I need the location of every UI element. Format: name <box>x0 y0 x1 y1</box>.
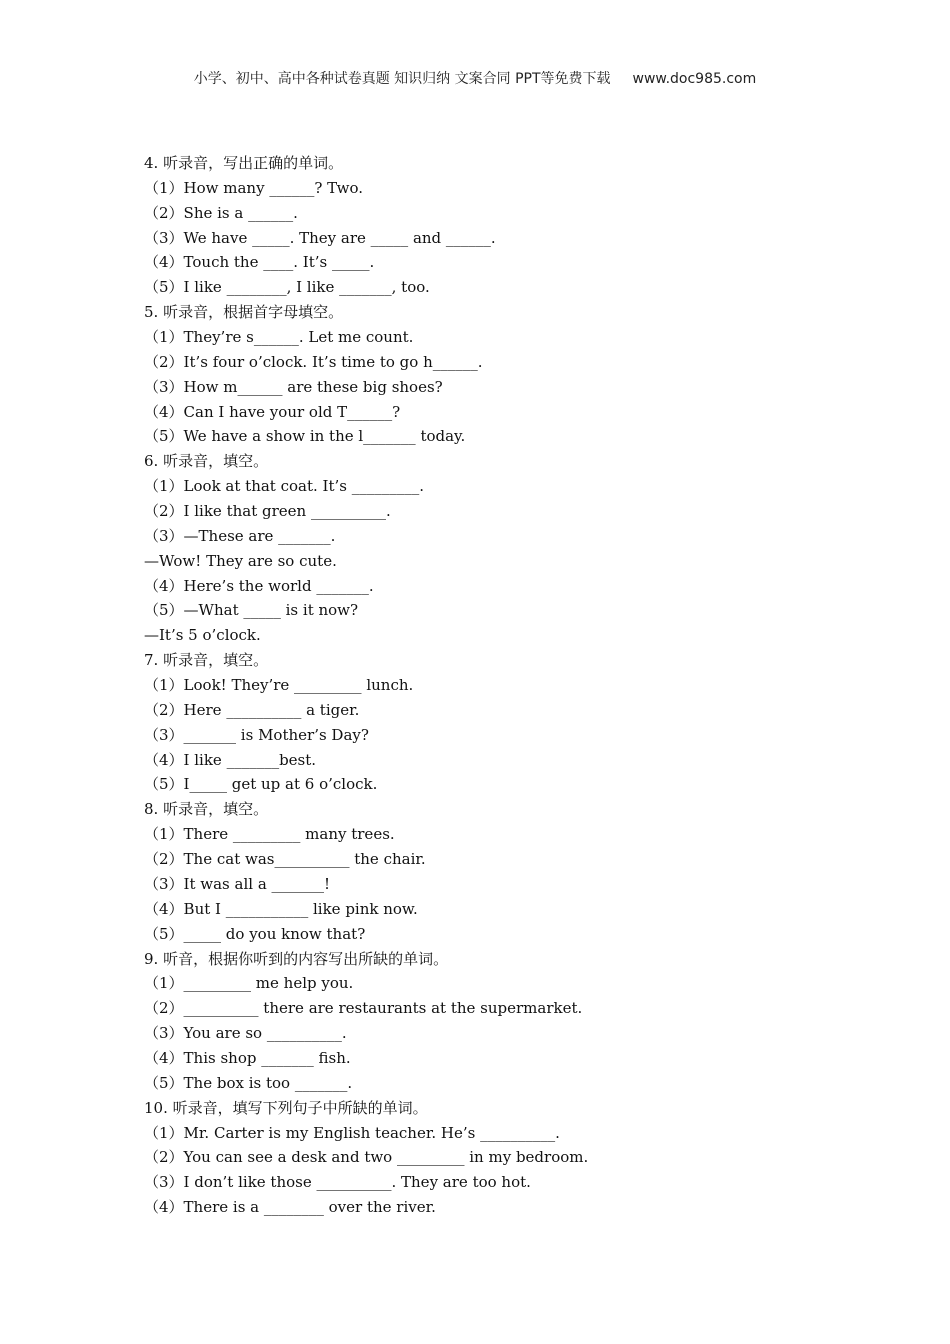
question-item: （5）_____ do you know that? <box>144 924 366 943</box>
page-header <box>0 68 950 88</box>
question-item: （3）I don’t like those __________. They are too hot. <box>144 1173 531 1192</box>
question-item: （5）We have a show in the l_______ today. <box>144 427 466 446</box>
question-item: （4）I like _______best. <box>144 750 317 769</box>
question-heading: 5. 听录音，根据首字母填空。 <box>144 303 344 322</box>
question-item: （2）She is a ______. <box>144 203 298 222</box>
question-item: （1）Mr. Carter is my English teacher. He’s __________. <box>144 1123 560 1142</box>
header-site-url: www.doc985.com <box>632 71 757 87</box>
question-item: （4）Can I have your old T______? <box>144 402 401 421</box>
dialogue-line: —It’s 5 o’clock. <box>144 626 261 645</box>
header-text: 小学、初中、高中各种试卷真题 知识归纳 文案合同 PPT等免费下载 <box>193 71 611 87</box>
question-item: （5）I like ________, I like _______, too. <box>144 278 430 297</box>
question-item: （1）How many ______? Two. <box>144 178 363 197</box>
question-item: （4）This shop _______ fish. <box>144 1048 351 1067</box>
question-item: （2）You can see a desk and two _________ in my bedroom. <box>144 1148 589 1167</box>
question-item: （1）Look at that coat. It’s _________. <box>144 477 424 496</box>
question-item: （3）You are so __________. <box>144 1024 347 1043</box>
question-item: （3）How m______ are these big shoes? <box>144 377 443 396</box>
question-item: （3）_______ is Mother’s Day? <box>144 725 369 744</box>
question-item: （3）We have _____. They are _____ and ______. <box>144 228 496 247</box>
question-heading: 7. 听录音，填空。 <box>144 651 269 670</box>
question-item: （5）The box is too _______. <box>144 1073 353 1092</box>
dialogue-line: —Wow! They are so cute. <box>144 551 337 570</box>
question-heading: 4. 听录音，写出正确的单词。 <box>144 154 344 172</box>
question-heading: 8. 听录音，填空。 <box>144 800 269 819</box>
question-item: （2）The cat was__________ the chair. <box>144 850 426 869</box>
question-heading: 10. 听录音，填写下列句子中所缺的单词。 <box>144 1098 428 1117</box>
question-item: （5）—What _____ is it now? <box>144 601 359 620</box>
question-heading: 9. 听音，根据你听到的内容写出所缺的单词。 <box>144 949 449 968</box>
question-item: （1）_________ me help you. <box>144 974 354 993</box>
question-item: （2）It’s four o’clock. It’s time to go h______. <box>144 352 483 371</box>
question-item: （2）__________ there are restaurants at the supermarket. <box>144 999 583 1018</box>
question-item: （2）Here __________ a tiger. <box>144 700 360 719</box>
question-item: （3）—These are _______. <box>144 526 336 545</box>
question-heading: 6. 听录音，填空。 <box>144 452 269 471</box>
question-item: （4）Here’s the world _______. <box>144 576 374 595</box>
question-item: （1）They’re s______. Let me count. <box>144 328 414 347</box>
worksheet-content <box>144 151 844 1220</box>
question-item: （3）It was all a _______! <box>144 874 331 893</box>
question-item: （4）Touch the ____. It’s _____. <box>144 253 375 272</box>
question-item: （2）I like that green __________. <box>144 502 391 521</box>
question-item: （5）I_____ get up at 6 o’clock. <box>144 775 378 794</box>
question-item: （1）Look! They’re _________ lunch. <box>144 676 414 695</box>
question-item: （1）There _________ many trees. <box>144 825 395 844</box>
question-item: （4）But I ___________ like pink now. <box>144 899 418 918</box>
question-item: （4）There is a ________ over the river. <box>144 1198 436 1217</box>
